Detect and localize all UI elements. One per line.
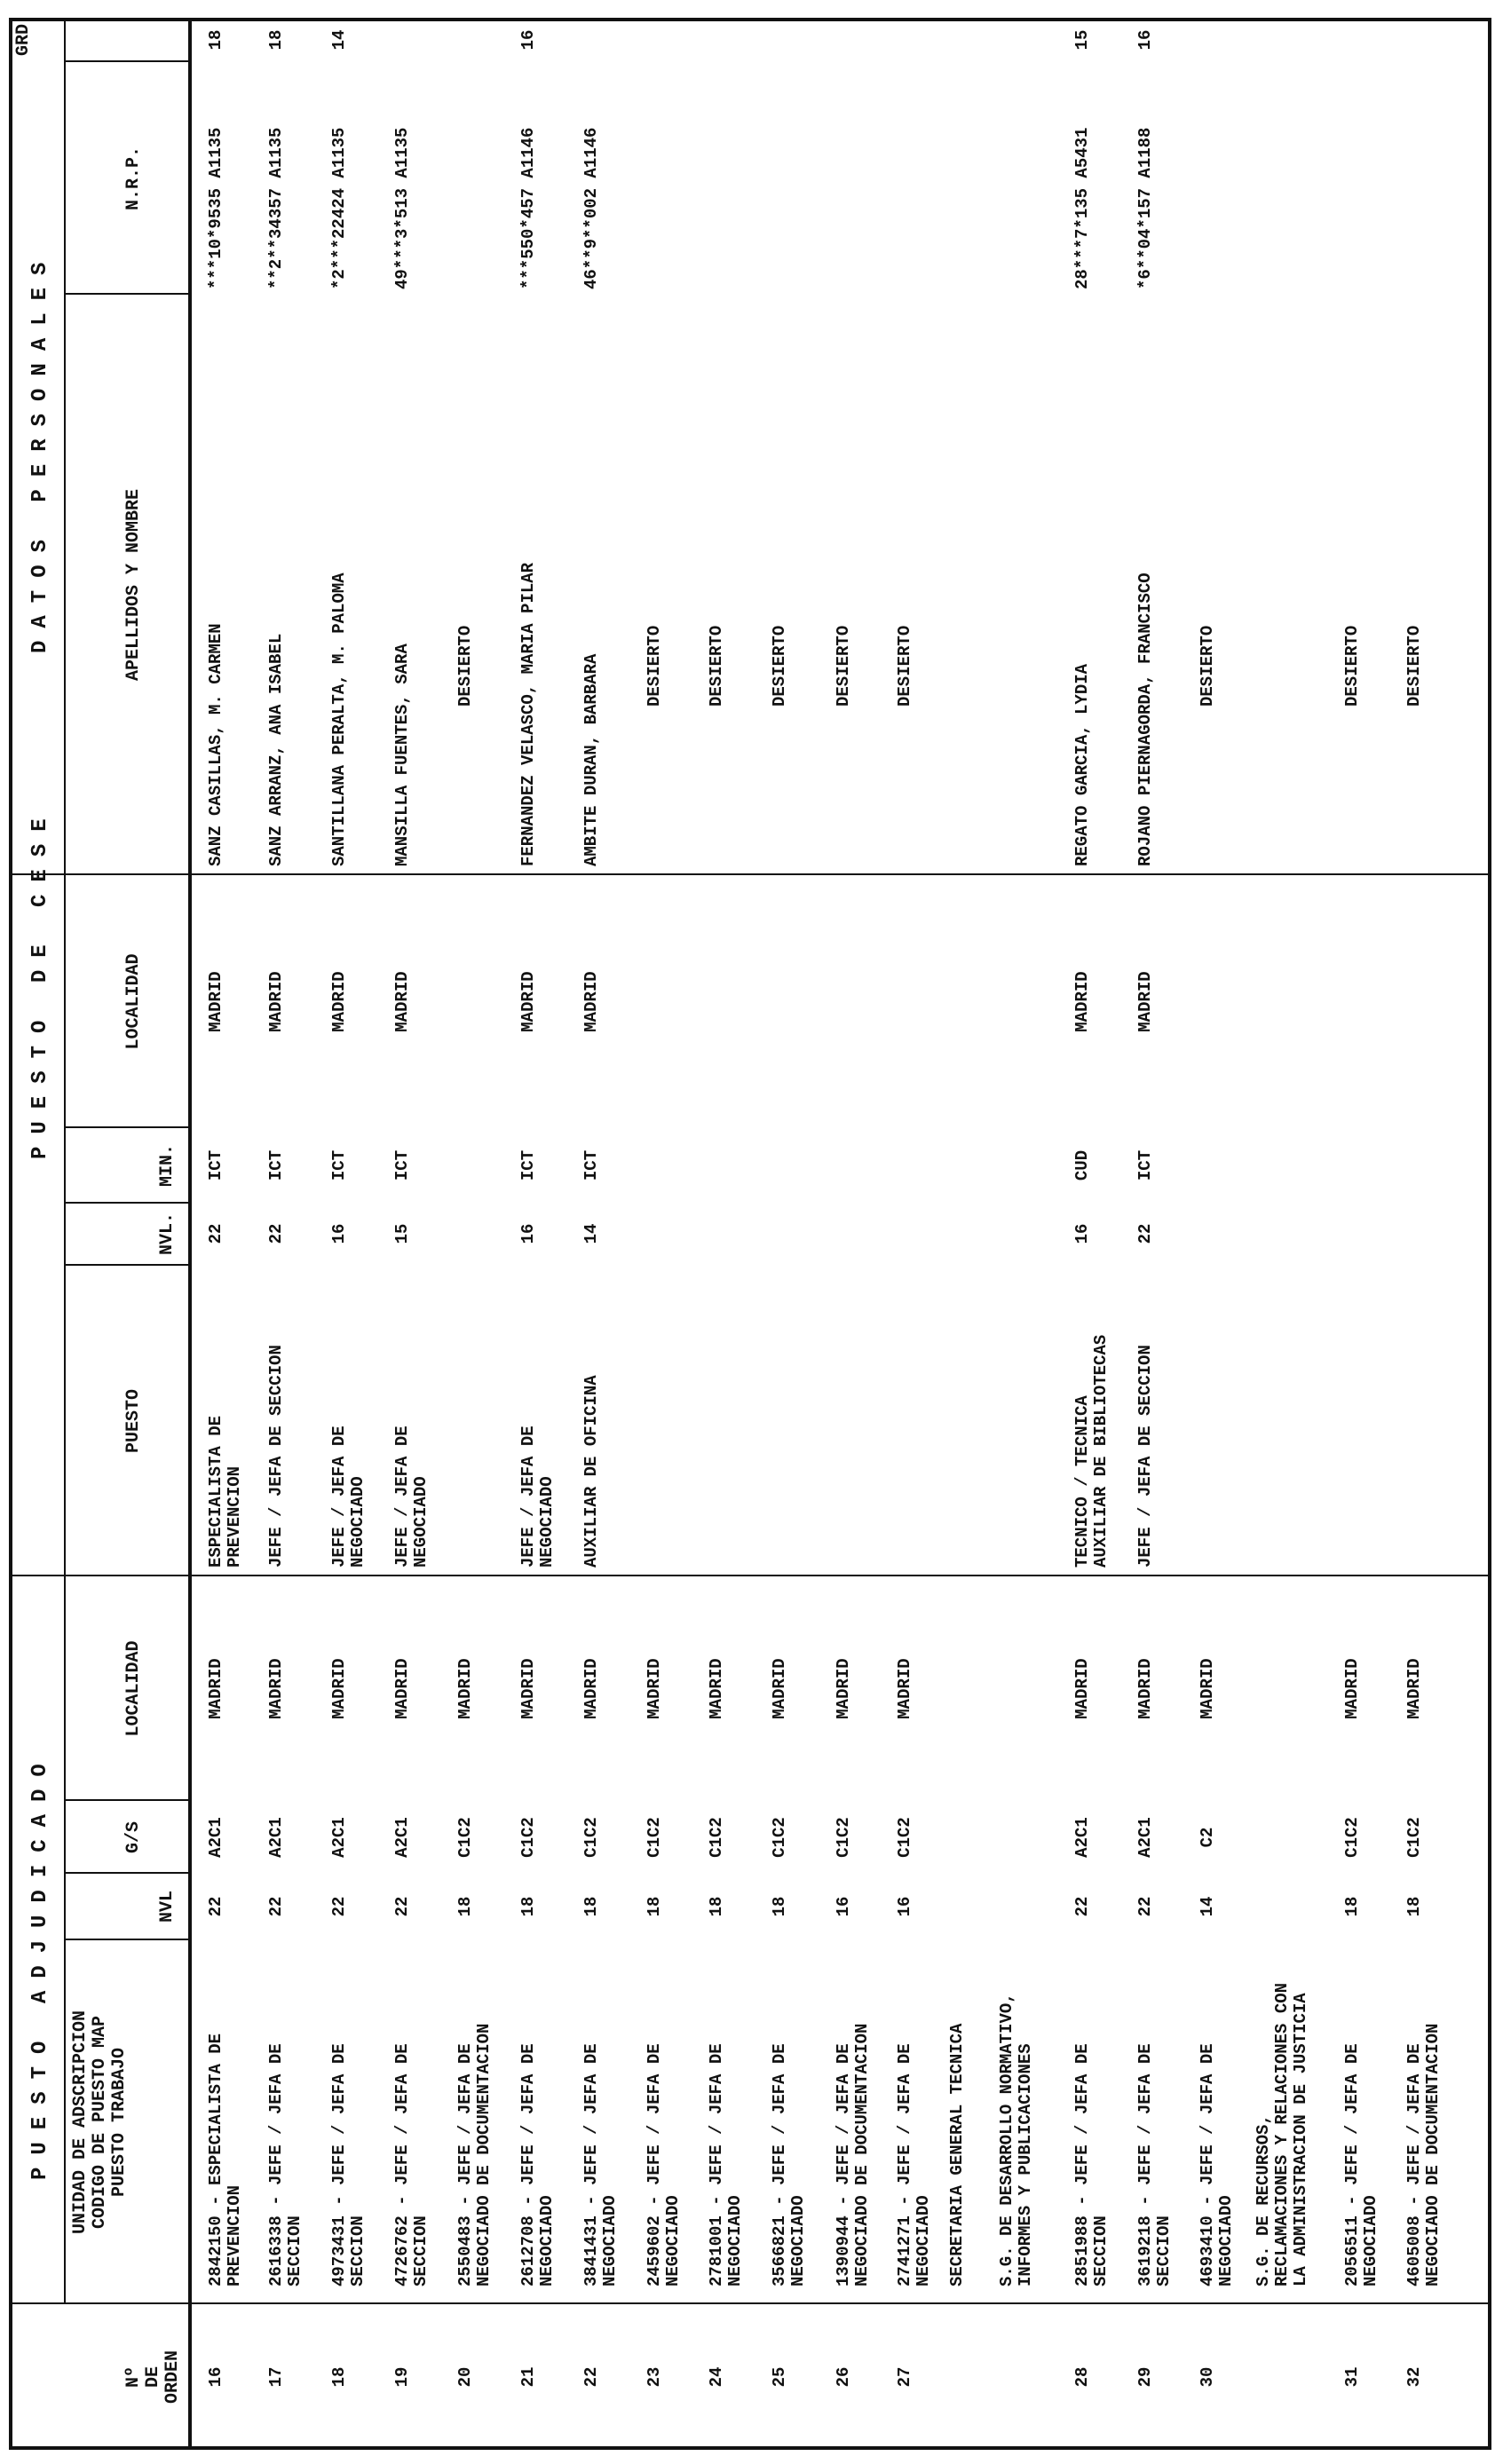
cell-localidad: MADRID — [895, 1658, 914, 1719]
cell-localidad-cese: MADRID — [392, 971, 412, 1032]
header-puesto: PUESTO — [123, 1389, 144, 1454]
cell-nombre: REGATO GARCIA, LYDIA — [1072, 663, 1092, 866]
header-unidad: UNIDAD DE ADSCRIPCION CODIGO DE PUESTO MAP PUESTO TRABAJO — [70, 2010, 130, 2235]
cell-min: ICT — [1135, 1149, 1155, 1181]
cell-unidad: 2459602 - JEFE / JEFA DE NEGOCIADO — [645, 2043, 683, 2286]
cell-orden: 23 — [645, 2366, 664, 2388]
cell-nvl-cese: 16 — [518, 1223, 538, 1244]
cell-unidad: 2851988 - JEFE / JEFA DE SECCION — [1072, 2043, 1111, 2286]
cell-nombre: DESIERTO — [895, 625, 914, 707]
cell-gs: A2C1 — [206, 1817, 225, 1858]
cell-nvl: 14 — [1198, 1896, 1217, 1917]
cell-nombre: DESIERTO — [707, 625, 726, 707]
cell-min: ICT — [392, 1149, 412, 1181]
cell-gs: C1C2 — [1342, 1817, 1362, 1858]
cell-nvl: 18 — [1342, 1896, 1362, 1917]
cell-orden: 16 — [206, 2366, 225, 2388]
cell-nombre: DESIERTO — [1404, 625, 1424, 707]
cell-orden: 29 — [1135, 2366, 1155, 2388]
header-orden: Nº DE ORDEN — [123, 2350, 183, 2405]
hdr-sep — [66, 1264, 188, 1266]
cell-localidad-cese: MADRID — [581, 971, 601, 1032]
header-gs: G/S — [123, 1821, 144, 1854]
cell-unidad: 3619218 - JEFE / JEFA DE SECCION — [1135, 2043, 1174, 2286]
cell-gs: A2C1 — [1135, 1817, 1155, 1858]
cell-nombre: DESIERTO — [1342, 625, 1362, 707]
cell-grd: 16 — [518, 29, 538, 51]
cell-nombre: AMBITE DURAN, BARBARA — [581, 653, 601, 866]
cell-gs: A2C1 — [266, 1817, 286, 1858]
cell-nombre: DESIERTO — [645, 625, 664, 707]
cell-min: ICT — [329, 1149, 349, 1181]
cell-localidad: MADRID — [834, 1658, 853, 1719]
cell-nombre: DESIERTO — [1198, 625, 1217, 707]
cell-puesto: ESPECIALISTA DE PREVENCION — [206, 1415, 244, 1568]
cell-min: ICT — [518, 1149, 538, 1181]
cell-nvl: 22 — [206, 1896, 225, 1917]
section-puesto-adjudicado: PUESTO ADJUDICADO — [28, 1751, 52, 2180]
unit-label-sg-desarrollo: S.G. DE DESARROLLO NORMATIVO, INFORMES Y PUBLICACIONES — [997, 1993, 1035, 2286]
unit-label-sg-recursos: S.G. DE RECURSOS, RECLAMACIONES Y RELACIONES CON LA ADMINISTRACION DE JUSTICIA — [1254, 1982, 1310, 2286]
cell-puesto: JEFE / JEFA DE SECCION — [1135, 1345, 1155, 1568]
cell-nrp: *6**04*157 A1188 — [1135, 127, 1155, 289]
cell-nombre: SANTILLANA PERALTA, M. PALOMA — [329, 573, 349, 866]
cell-gs: C1C2 — [645, 1817, 664, 1858]
group-title-underline — [64, 18, 66, 2304]
cell-orden: 32 — [1404, 2366, 1424, 2388]
cell-nvl-cese: 15 — [392, 1223, 412, 1244]
cell-nvl: 18 — [1404, 1896, 1424, 1917]
cell-gs: C1C2 — [455, 1817, 475, 1858]
cell-puesto: JEFE / JEFA DE NEGOCIADO — [392, 1425, 431, 1568]
col-sep-orden — [9, 2302, 1491, 2304]
cell-gs: A2C1 — [392, 1817, 412, 1858]
cell-orden: 20 — [455, 2366, 475, 2388]
cell-localidad: MADRID — [392, 1658, 412, 1719]
cell-nvl: 16 — [834, 1896, 853, 1917]
cell-nvl: 18 — [455, 1896, 475, 1917]
cell-nombre: DESIERTO — [770, 625, 789, 707]
cell-unidad: 2616338 - JEFE / JEFA DE SECCION — [266, 2043, 305, 2286]
cell-unidad: 3566821 - JEFE / JEFA DE NEGOCIADO — [770, 2043, 808, 2286]
cell-localidad: MADRID — [455, 1658, 475, 1719]
cell-orden: 31 — [1342, 2366, 1362, 2388]
cell-unidad: 4973431 - JEFE / JEFA DE SECCION — [329, 2043, 368, 2286]
cell-localidad: MADRID — [266, 1658, 286, 1719]
cell-nvl: 18 — [645, 1896, 664, 1917]
cell-nombre: SANZ CASILLAS, M. CARMEN — [206, 623, 225, 866]
cell-localidad: MADRID — [1135, 1658, 1155, 1719]
cell-unidad: 3841431 - JEFE / JEFA DE NEGOCIADO — [581, 2043, 620, 2286]
cell-localidad-cese: MADRID — [518, 971, 538, 1032]
cell-gs: C1C2 — [895, 1817, 914, 1858]
cell-gs: C1C2 — [707, 1817, 726, 1858]
cell-gs: C1C2 — [518, 1817, 538, 1858]
section-datos-personales: DATOS PERSONALES — [28, 249, 52, 653]
cell-unidad: 2781001 - JEFE / JEFA DE NEGOCIADO — [707, 2043, 745, 2286]
header-nrp: N.R.P. — [123, 146, 144, 211]
cell-unidad: 4693410 - JEFE / JEFA DE NEGOCIADO — [1198, 2043, 1236, 2286]
cell-nombre: DESIERTO — [455, 625, 475, 707]
cell-nvl-cese: 14 — [581, 1223, 601, 1244]
cell-min: ICT — [581, 1149, 601, 1181]
cell-orden: 30 — [1198, 2366, 1217, 2388]
cell-puesto: JEFE / JEFA DE NEGOCIADO — [518, 1425, 557, 1568]
cell-nvl-cese: 22 — [206, 1223, 225, 1244]
header-bottom-rule — [188, 18, 192, 2450]
cell-orden: 27 — [895, 2366, 914, 2388]
header-min: MIN. — [157, 1144, 178, 1188]
cell-nrp: 49***3*513 A1135 — [392, 127, 412, 289]
col-sep-section-2 — [9, 873, 1491, 875]
cell-unidad: 2842150 - ESPECIALISTA DE PREVENCION — [206, 2033, 244, 2286]
cell-gs: C2 — [1198, 1827, 1217, 1848]
cell-nombre: ROJANO PIERNAGORDA, FRANCISCO — [1135, 573, 1155, 866]
cell-orden: 19 — [392, 2366, 412, 2388]
hdr-sep — [66, 1126, 188, 1128]
cell-unidad: 2612708 - JEFE / JEFA DE NEGOCIADO — [518, 2043, 557, 2286]
cell-gs: C1C2 — [581, 1817, 601, 1858]
cell-nrp: *2***22424 A1135 — [329, 127, 349, 289]
cell-gs: C1C2 — [1404, 1817, 1424, 1858]
cell-nrp: 46**9**002 A1146 — [581, 127, 601, 289]
cell-localidad: MADRID — [1404, 1658, 1424, 1719]
cell-localidad: MADRID — [770, 1658, 789, 1719]
cell-orden: 18 — [329, 2366, 349, 2388]
cell-puesto: JEFE / JEFA DE NEGOCIADO — [329, 1425, 368, 1568]
cell-grd: 18 — [266, 29, 286, 51]
section-puesto-cese: PUESTO DE CESE — [28, 806, 52, 1159]
cell-nvl: 18 — [581, 1896, 601, 1917]
cell-nvl: 22 — [266, 1896, 286, 1917]
header-localidad-cese: LOCALIDAD — [123, 953, 144, 1050]
cell-nvl: 22 — [392, 1896, 412, 1917]
cell-gs: C1C2 — [770, 1817, 789, 1858]
cell-unidad: 2550483 - JEFE / JEFA DE NEGOCIADO DE DOCUMENTACION — [455, 2023, 494, 2286]
col-sep-section-1 — [9, 1575, 1491, 1576]
cell-localidad: MADRID — [581, 1658, 601, 1719]
header-grd: GRD — [13, 24, 34, 57]
header-apellidos: APELLIDOS Y NOMBRE — [123, 488, 144, 682]
cell-localidad: MADRID — [645, 1658, 664, 1719]
cell-nvl-cese: 22 — [266, 1223, 286, 1244]
cell-orden: 17 — [266, 2366, 286, 2388]
cell-nombre: MANSILLA FUENTES, SARA — [392, 644, 412, 866]
header-nvl: NVL — [157, 1891, 178, 1923]
hdr-sep — [66, 60, 188, 62]
cell-nrp: **2**34357 A1135 — [266, 127, 286, 289]
hdr-sep — [66, 1939, 188, 1940]
cell-orden: 21 — [518, 2366, 538, 2388]
header-localidad: LOCALIDAD — [123, 1640, 144, 1737]
cell-localidad-cese: MADRID — [1072, 971, 1092, 1032]
header-nvl-cese: NVL. — [157, 1212, 178, 1256]
cell-nvl: 18 — [770, 1896, 789, 1917]
hdr-sep — [66, 293, 188, 295]
cell-localidad-cese: MADRID — [266, 971, 286, 1032]
cell-nvl-cese: 22 — [1135, 1223, 1155, 1244]
cell-unidad: 1390944 - JEFE / JEFA DE NEGOCIADO DE DOCUMENTACION — [834, 2023, 872, 2286]
cell-localidad-cese: MADRID — [206, 971, 225, 1032]
cell-nvl: 18 — [518, 1896, 538, 1917]
hdr-sep — [66, 1872, 188, 1874]
cell-nvl: 22 — [329, 1896, 349, 1917]
cell-nrp: ***10*9535 A1135 — [206, 127, 225, 289]
cell-nvl: 16 — [895, 1896, 914, 1917]
cell-nvl: 22 — [1135, 1896, 1155, 1917]
cell-nvl: 22 — [1072, 1896, 1092, 1917]
cell-gs: C1C2 — [834, 1817, 853, 1858]
cell-puesto: TECNICO / TECNICA AUXILIAR DE BIBLIOTECAS — [1072, 1334, 1111, 1568]
cell-grd: 18 — [206, 29, 225, 51]
cell-grd: 16 — [1135, 29, 1155, 51]
cell-localidad: MADRID — [1198, 1658, 1217, 1719]
cell-nombre: FERNANDEZ VELASCO, MARIA PILAR — [518, 562, 538, 866]
cell-min: CUD — [1072, 1149, 1092, 1181]
cell-nombre: SANZ ARRANZ, ANA ISABEL — [266, 633, 286, 866]
cell-nvl-cese: 16 — [329, 1223, 349, 1244]
cell-orden: 26 — [834, 2366, 853, 2388]
hdr-sep — [66, 1799, 188, 1801]
cell-orden: 25 — [770, 2366, 789, 2388]
unit-label-secretaria: SECRETARIA GENERAL TECNICA — [947, 2023, 967, 2286]
cell-grd: 14 — [329, 29, 349, 51]
cell-nrp: ***550*457 A1146 — [518, 127, 538, 289]
cell-nvl-cese: 16 — [1072, 1223, 1092, 1244]
cell-grd: 15 — [1072, 29, 1092, 51]
cell-localidad: MADRID — [1072, 1658, 1092, 1719]
cell-nombre: DESIERTO — [834, 625, 853, 707]
cell-unidad: 2741271 - JEFE / JEFA DE NEGOCIADO — [895, 2043, 933, 2286]
cell-gs: A2C1 — [1072, 1817, 1092, 1858]
cell-puesto: AUXILIAR DE OFICINA — [581, 1375, 601, 1568]
cell-min: ICT — [266, 1149, 286, 1181]
cell-localidad: MADRID — [329, 1658, 349, 1719]
cell-localidad-cese: MADRID — [1135, 971, 1155, 1032]
cell-localidad: MADRID — [1342, 1658, 1362, 1719]
cell-orden: 24 — [707, 2366, 726, 2388]
cell-puesto: JEFE / JEFA DE SECCION — [266, 1345, 286, 1568]
cell-min: ICT — [206, 1149, 225, 1181]
cell-localidad: MADRID — [206, 1658, 225, 1719]
cell-unidad: 4726762 - JEFE / JEFA DE SECCION — [392, 2043, 431, 2286]
cell-localidad-cese: MADRID — [329, 971, 349, 1032]
cell-localidad: MADRID — [518, 1658, 538, 1719]
cell-nvl: 18 — [707, 1896, 726, 1917]
cell-gs: A2C1 — [329, 1817, 349, 1858]
cell-localidad: MADRID — [707, 1658, 726, 1719]
cell-nrp: 28***7*135 A5431 — [1072, 127, 1092, 289]
cell-orden: 28 — [1072, 2366, 1092, 2388]
cell-unidad: 2056511 - JEFE / JEFA DE NEGOCIADO — [1342, 2043, 1380, 2286]
cell-orden: 22 — [581, 2366, 601, 2388]
cell-unidad: 4605008 - JEFE / JEFA DE NEGOCIADO DE DOCUMENTACION — [1404, 2023, 1443, 2286]
